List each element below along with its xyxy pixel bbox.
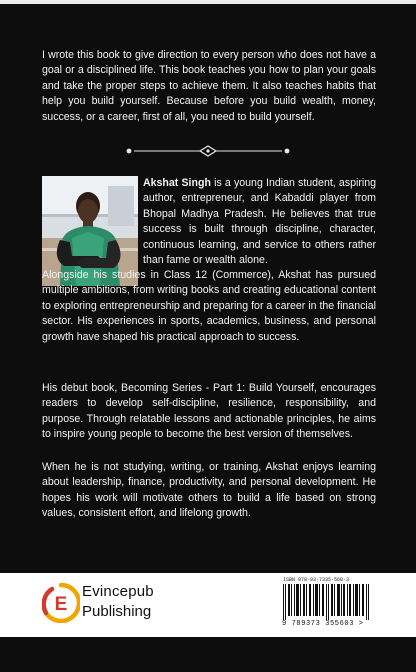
intro-paragraph: I wrote this book to give direction to every person who does not have a goal or a disciplined life. This book teaches you how to plan your goals and take the proper steps to achieve them. It also teaches habits that help you build yourself. Because before you build wealth, money, success, or a career, first of all, you need to build yourself. xyxy=(42,49,376,123)
barcode-digits: 9 789373 355603 > xyxy=(282,620,364,628)
author-bio-first: is a young Indian student, aspiring author, entrepreneur, and Kabaddi player from Bhopal Madhya Pradesh. He believes that true success is built through discipline, character, continuous learning, and service to others rather than fame or wealth alone. xyxy=(143,177,376,267)
author-bio-fourth: When he is not studying, writing, or training, Akshat enjoys learning about leadership, finance, productivity, and personal development. He hopes his work will motivate others to build a life based on strong values, consistent effort, and lifelong growth. xyxy=(42,461,376,520)
author-bio-third: His debut book, Becoming Series - Part 1: Build Yourself, encourages readers to develop self-discipline, resilience, responsibility, and purpose. Through relatable lessons and actionable principles, he aims to inspire young people to become the best version of themselves. xyxy=(42,382,376,441)
isbn-label: ISBN 978-93-7335-560-3 xyxy=(283,577,350,583)
author-name: Akshat Singh xyxy=(143,177,211,189)
publisher-name-line2: Publishing xyxy=(82,603,152,620)
publisher-logo-icon xyxy=(42,583,80,623)
ornamental-divider xyxy=(124,145,292,157)
author-bio-intro xyxy=(143,176,376,268)
author-bio-second: Alongside his studies in Class 12 (Commerce), Akshat has pursued multiple ambitions, from writing books and creating educational content to exploring entrepreneurship and preparing for a career in the financial sector. His experiences in sports, academics, business, and personal growth have shaped his practical approach to success. xyxy=(42,269,376,343)
publisher-name-line1: Evincepub xyxy=(82,583,154,600)
logo-letter: E xyxy=(54,594,68,615)
top-edge xyxy=(0,0,416,4)
bottom-edge xyxy=(0,637,416,672)
barcode-icon xyxy=(283,584,371,620)
